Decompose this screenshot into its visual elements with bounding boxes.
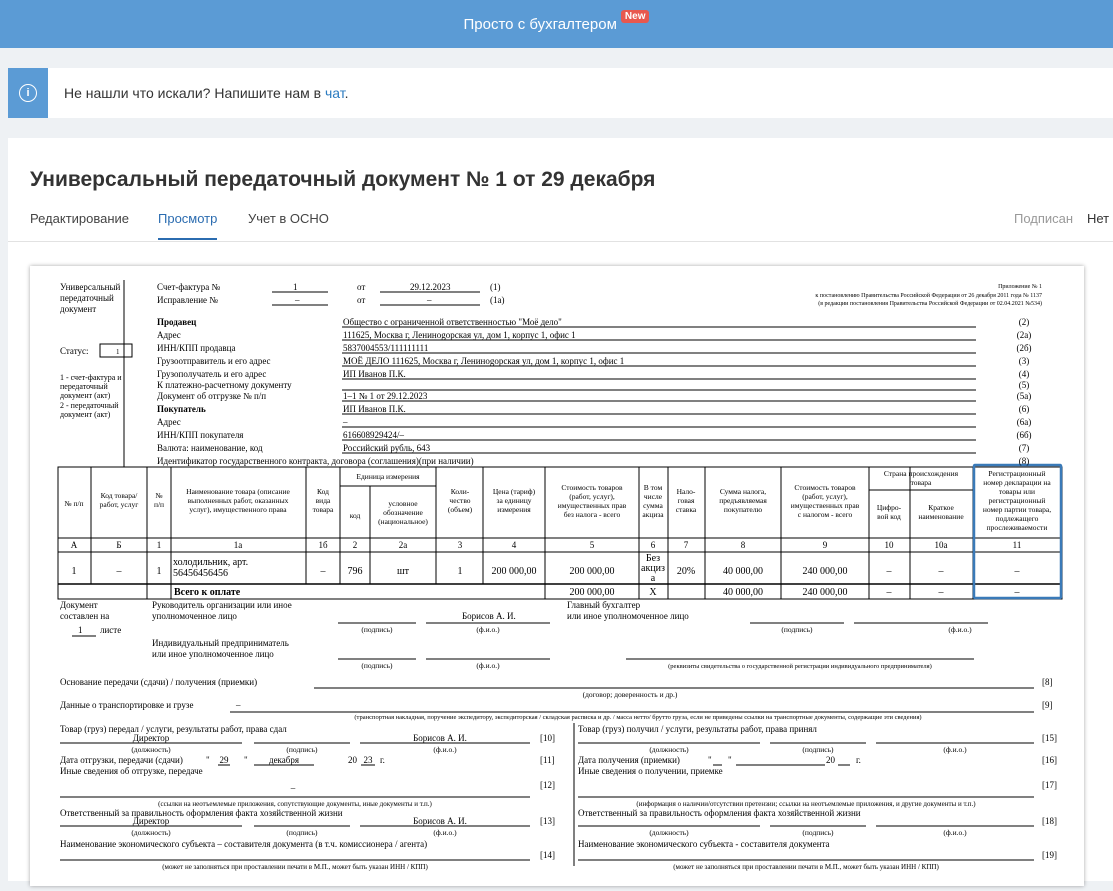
row-label-11: Идентификатор государственного контракта, договора (соглашения)(при наличии): [157, 456, 474, 466]
col-excise-2: числе: [643, 492, 663, 501]
item-unit-name: шт: [396, 566, 410, 577]
row-label-8: Адрес: [157, 417, 181, 427]
ref-17: [17]: [1042, 780, 1057, 790]
resp-get-label: Ответственный за правильность оформления факта хозяйственной жизни: [578, 808, 861, 818]
table-header: [64, 469, 1051, 532]
date-give-label: Дата отгрузки, передачи (сдачи): [60, 755, 183, 765]
totals-sum: 200 000,00: [569, 587, 615, 598]
col-unit-n1: условное: [388, 499, 418, 508]
resp-position: Директор: [132, 816, 170, 826]
svg-text:": ": [244, 755, 248, 765]
row-code-10: (7): [1018, 443, 1030, 453]
item-country-name: –: [938, 566, 944, 577]
row-value-6: 1–1 № 1 от 29.12.2023: [343, 391, 428, 401]
tab-not-signed[interactable]: Нет: [1087, 211, 1110, 226]
row-code-8: (6а): [1016, 417, 1032, 427]
item-kind: –: [320, 566, 326, 577]
gave-position-caption: (должность): [131, 745, 171, 754]
column-numbers: [71, 540, 1022, 550]
col-number-15: 10а: [934, 540, 948, 550]
notice-tail: .: [344, 85, 349, 101]
row-code-0: (2): [1018, 317, 1030, 327]
row-label-1: Адрес: [157, 330, 181, 340]
col-excise-1: В том: [643, 483, 663, 492]
resp-name: Борисов А. И.: [413, 816, 467, 826]
sf-code: (1): [490, 282, 501, 292]
upd-label-2: передаточный: [60, 293, 114, 303]
col-11-3: товары или: [998, 487, 1036, 496]
entity-give-caption: (может не заполняться при проставлении печати в М.П., может быть указан ИНН / КПП): [162, 863, 428, 871]
col-number-14: 10: [884, 540, 894, 550]
row-value-10: Российский рубль, 643: [343, 443, 431, 453]
item-sum: 200 000,00: [569, 566, 615, 577]
new-badge: New: [621, 10, 650, 23]
ref-19: [19]: [1042, 850, 1057, 860]
doc-composed-2: составлен на: [60, 611, 110, 621]
item-excise-3: а: [650, 573, 656, 584]
col-10a-2: наименование: [918, 512, 964, 521]
col-sum-2: (работ, услуг),: [569, 492, 615, 501]
col-11-7: прослеживаемости: [986, 523, 1048, 532]
col-number-1: Б: [116, 540, 122, 550]
col-1b-b: вида: [315, 496, 331, 505]
ref-8: [8]: [1042, 677, 1053, 687]
col-price-1: Цена (тариф): [492, 487, 536, 496]
col-11-4: регистрационный: [988, 496, 1046, 505]
row-code-4: (4): [1018, 369, 1030, 379]
resp-get-position-caption: (должность): [649, 828, 689, 837]
row-label-6: Документ об отгрузке № п/п: [157, 391, 267, 401]
resp-get-fio-caption: (ф.и.о.): [943, 828, 967, 837]
sf-date: 29.12.2023: [410, 282, 451, 292]
svg-text:": ": [206, 755, 210, 765]
col-number-3: 1а: [233, 540, 243, 550]
row-value-3: МОЁ ДЕЛО 111625, Москва г, Ленинogорская ул, дом 1, корпус 1, офис 1: [343, 356, 625, 366]
col-b-2: работ, услуг: [99, 500, 139, 509]
upd-form: [30, 266, 1084, 886]
date-give-g: г.: [380, 755, 385, 765]
row-value-4: ИП Иванов П.К.: [343, 369, 406, 379]
resp-position-caption: (должность): [131, 828, 171, 837]
col-tax-1: Сумма налога,: [719, 487, 767, 496]
status-note-1: 1 - счет-фактура и: [60, 373, 122, 382]
row-value-2: 5837004553/111111111: [343, 343, 429, 353]
row-label-9: ИНН/КПП покупателя: [157, 430, 244, 440]
col-number-4: 1б: [318, 540, 328, 550]
totals-total: 240 000,00: [802, 587, 848, 598]
ip-label-2: или иное уполномоченное лицо: [152, 649, 274, 659]
col-excise-4: акциза: [642, 510, 664, 519]
col-qty-2: чество: [449, 496, 471, 505]
col-10a-1: Краткое: [928, 503, 954, 512]
resp-fio-caption: (ф.и.о.): [433, 828, 457, 837]
item-excise-2: акциз: [641, 563, 665, 574]
header-rows: [157, 317, 1032, 466]
got-label: Товар (груз) получил / услуги, результаты работ, права принял: [578, 724, 817, 734]
col-number-5: 2: [352, 540, 358, 550]
col-unit-code: код: [349, 511, 361, 520]
gave-position: Директор: [132, 733, 170, 743]
row-code-9: (6б): [1016, 430, 1032, 440]
correction-label: Исправление №: [157, 295, 218, 305]
item-name-2: 56456456456: [173, 568, 228, 579]
date-give-month: декабря: [268, 755, 300, 765]
col-number-2: 1: [156, 540, 162, 550]
status-note-3: документ (акт): [60, 391, 111, 400]
tab-osno[interactable]: Учет в ОСНО: [248, 211, 329, 226]
ref-14: [14]: [540, 850, 555, 860]
row-label-3: Грузоотправитель и его адрес: [157, 356, 271, 366]
totals-excise: Х: [649, 587, 657, 598]
head-label-2: уполномоченное лицо: [152, 611, 237, 621]
doc-pages: 1: [78, 625, 83, 635]
col-1a-a: Наименование товара (описание: [186, 487, 290, 496]
notice-message: Не нашли что искали? Напишите нам в: [64, 85, 325, 101]
row-code-5: (5): [1018, 380, 1030, 390]
got-fio-caption: (ф.и.о.): [943, 745, 967, 754]
date-give-year: 23: [363, 755, 373, 765]
resp-give-label: Ответственный за правильность оформления факта хозяйственной жизни: [60, 808, 343, 818]
acc-fio-caption: (ф.и.о.): [948, 625, 972, 634]
status-note-4: 2 - передаточный: [60, 401, 119, 410]
info-icon: i: [19, 84, 37, 102]
col-number-6: 2а: [398, 540, 408, 550]
col-country-2: товара: [910, 478, 932, 487]
col-unit-n2: обозначение: [383, 508, 423, 517]
col-10-1: Цифро-: [876, 503, 902, 512]
col-country-1: Страна происхождения: [883, 469, 959, 478]
banner-title[interactable]: Просто с бухгалтером: [463, 15, 617, 33]
item-excise-1: Без: [645, 553, 661, 564]
item-country-code: –: [886, 566, 892, 577]
item-price: 200 000,00: [491, 566, 537, 577]
col-1-b: п/п: [153, 500, 165, 509]
col-price-3: измерения: [497, 505, 531, 514]
row-code-3: (3): [1018, 356, 1030, 366]
correction-date: –: [427, 295, 432, 305]
row-label-0: Продавец: [157, 317, 197, 327]
gave-sign-caption: (подпись): [286, 745, 318, 754]
item-reg-no: –: [1014, 566, 1020, 577]
ref-16: [16]: [1042, 755, 1057, 765]
entity-get-label: Наименование экономического субъекта - составителя документа: [578, 839, 830, 849]
ip-sign-caption: (подпись): [361, 661, 393, 670]
other-give-value: –: [290, 783, 296, 793]
col-number-13: 9: [822, 540, 828, 550]
head-label-1: Руководитель организации или иное: [152, 600, 292, 610]
col-number-7: 3: [457, 540, 463, 550]
svg-text:": ": [728, 755, 732, 765]
ip-label-1: Индивидуальный предприниматель: [152, 638, 289, 648]
col-b-1: Код товара/: [100, 491, 138, 500]
col-sum-3: имущественных прав: [557, 501, 627, 510]
correction-code: (1а): [490, 295, 505, 305]
active-tab-indicator: [158, 238, 217, 240]
totals-country-code: –: [886, 587, 892, 598]
col-1b-a: Код: [317, 487, 329, 496]
col-unit-n3: (национальное): [378, 517, 428, 526]
head-sign-caption: (подпись): [361, 625, 393, 634]
other-give-label: Иные сведения об отгрузке, передаче: [60, 766, 203, 776]
item-n: 1: [156, 566, 162, 577]
ref-12: [12]: [540, 780, 555, 790]
head-fio-caption: (ф.и.о.): [476, 625, 500, 634]
col-1a-c: услуг), имущественного права: [189, 505, 287, 514]
gave-name: Борисов А. И.: [413, 733, 467, 743]
col-qty-1: Коли-: [450, 487, 470, 496]
row-code-2: (2б): [1016, 343, 1032, 353]
item-rate: 20%: [676, 566, 696, 577]
status-note-5: документ (акт): [60, 410, 111, 419]
item-qty: 1: [457, 566, 463, 577]
entity-give-label: Наименование экономического субъекта – составителя документа (в т.ч. комиссионера / агента): [60, 839, 428, 849]
row-code-11: (8): [1018, 456, 1030, 466]
notice-text: [64, 85, 349, 101]
col-number-12: 8: [740, 540, 746, 550]
col-total-3: имущественных прав: [790, 501, 860, 510]
col-qty-3: (объем): [447, 505, 473, 514]
col-1a-b: выполненных работ, оказанных: [187, 496, 289, 505]
col-11-2: номер декларации на: [983, 478, 1051, 487]
page-title: Универсальный передаточный документ № 1 от 29 декабря: [30, 168, 656, 191]
ip-registration-caption: (реквизиты свидетельства о государственной регистрации индивидуального предпринимателя): [668, 663, 932, 670]
resp-sign-caption: (подпись): [286, 828, 318, 837]
col-tax-2: предъявляемая: [719, 496, 767, 505]
ref-18: [18]: [1042, 816, 1057, 826]
acc-sign-caption: (подпись): [781, 625, 813, 634]
totals-label: Всего к оплате: [174, 587, 241, 598]
date-get-g: г.: [856, 755, 861, 765]
accountant-label-1: Главный бухгалтер: [567, 600, 641, 610]
row-value-1: 111625, Москва г, Ленинogорская ул, дом 1, корпус 1, офис 1: [343, 330, 576, 340]
col-excise-3: сумма: [643, 501, 663, 510]
basis-caption: (договор; доверенность и др.): [582, 690, 678, 699]
chat-link[interactable]: чат: [324, 85, 345, 101]
date-give-year-prefix: 20: [348, 755, 357, 765]
row-code-6: (5а): [1016, 391, 1032, 401]
tab-view[interactable]: Просмотр: [158, 211, 218, 226]
notice-icon-bar: [8, 68, 48, 118]
entity-get-caption: (может не заполняться при проставлении печати в М.П., может быть указан ИНН / КПП): [673, 863, 939, 871]
correction-number: –: [295, 295, 300, 305]
item-name-1: холодильник, арт.: [173, 557, 249, 568]
col-total-1: Стоимость товаров: [794, 483, 856, 492]
col-total-2: (работ, услуг),: [802, 492, 848, 501]
col-number-11: 7: [683, 540, 689, 550]
upd-label-3: документ: [60, 304, 97, 314]
document-card: [8, 138, 1113, 881]
status-note-2: передаточный: [60, 382, 108, 391]
ref-9: [9]: [1042, 700, 1053, 710]
item-tax: 40 000,00: [723, 566, 763, 577]
ref-13: [13]: [540, 816, 555, 826]
other-get-label: Иные сведения о получении, приемке: [578, 766, 723, 776]
other-get-caption: (информация о наличии/отсутствии претензии; ссылки на неотъемлемые приложения, и другие документы и т.п.): [636, 800, 976, 808]
col-number-9: 5: [589, 540, 595, 550]
row-label-4: Грузополучатель и его адрес: [157, 369, 267, 379]
row-value-8: –: [343, 417, 348, 427]
gave-fio-caption: (ф.и.о.): [433, 745, 457, 754]
col-1-a: №: [155, 491, 163, 500]
row-code-1: (2а): [1016, 330, 1032, 340]
appendix-1: Приложение № 1: [998, 284, 1042, 290]
transfer-block: [60, 677, 1057, 871]
sf-ot: от: [357, 282, 366, 292]
item-unit-code: 796: [347, 566, 363, 577]
doc-sheets: листе: [100, 625, 122, 635]
col-1b-c: товара: [312, 505, 334, 514]
col-total-4: с налогом - всего: [797, 510, 853, 519]
col-number-10: 6: [650, 540, 656, 550]
got-position-caption: (должность): [649, 745, 689, 754]
table-row: [72, 553, 1021, 584]
item-code: –: [116, 566, 122, 577]
got-sign-caption: (подпись): [802, 745, 834, 754]
appendix-3: (в редакции постановления Правительства Российской Федерации от 02.04.2021 №534): [818, 301, 1042, 307]
svg-text:": ": [708, 755, 712, 765]
transport-value: –: [236, 700, 241, 710]
ref-15: [15]: [1042, 733, 1057, 743]
row-label-7: Покупатель: [157, 404, 206, 414]
col-rate-3: ставка: [675, 505, 697, 514]
col-no: № п/п: [64, 499, 84, 508]
ip-fio-caption: (ф.и.о.): [476, 661, 500, 670]
col-rate-1: Нало-: [676, 487, 696, 496]
row-label-2: ИНН/КПП продавца: [157, 343, 236, 353]
col-11-5: номер партии товара,: [982, 505, 1052, 514]
col-sum-4: без налога - всего: [563, 510, 621, 519]
help-notice: [8, 68, 1113, 118]
col-11-6: подлежащего: [995, 514, 1039, 523]
row-label-10: Валюта: наименование, код: [157, 443, 263, 453]
tab-edit[interactable]: Редактирование: [30, 211, 130, 226]
sf-number: 1: [293, 282, 298, 292]
totals-country-name: –: [938, 587, 944, 598]
totals-reg-no: –: [1014, 587, 1020, 598]
col-unit: Единица измерения: [356, 472, 420, 481]
date-give-day: 29: [219, 755, 229, 765]
upd-preview: [30, 266, 1084, 886]
col-number-8: 4: [511, 540, 517, 550]
row-value-7: ИП Иванов П.К.: [343, 404, 406, 414]
tabs-divider: [8, 241, 1113, 242]
col-10-2: вой код: [877, 512, 901, 521]
col-number-16: 11: [1012, 540, 1022, 550]
col-tax-3: покупателю: [723, 505, 763, 514]
row-value-9: 616608929424/–: [343, 430, 405, 440]
col-11-1: Регистрационный: [988, 469, 1046, 478]
gave-label: Товар (груз) передал / услуги, результаты работ, права сдал: [60, 724, 287, 734]
col-sum-1: Стоимость товаров: [561, 483, 623, 492]
ref-11: [11]: [540, 755, 555, 765]
col-rate-2: говая: [677, 496, 695, 505]
correction-ot: от: [357, 295, 366, 305]
upd-label-1: Универсальный: [60, 282, 121, 292]
accountant-label-2: или иное уполномоченное лицо: [567, 611, 689, 621]
tab-signed[interactable]: Подписан: [1014, 211, 1074, 226]
head-name: Борисов А. И.: [462, 611, 516, 621]
status-label: Статус:: [60, 346, 89, 356]
row-code-7: (6): [1018, 404, 1030, 414]
totals-row: [174, 587, 1021, 598]
date-get-year-prefix: 20: [826, 755, 835, 765]
other-give-caption: (ссылки на неотъемлемые приложения, сопутствующие документы, иные документы и т.п.): [158, 800, 432, 808]
status-value: 1: [116, 348, 120, 356]
basis-label: Основание передачи (сдачи) / получения (приемки): [60, 677, 258, 687]
transport-label: Данные о транспортировке и грузе: [60, 700, 194, 710]
item-no: 1: [71, 566, 77, 577]
item-total: 240 000,00: [802, 566, 848, 577]
date-get-label: Дата получения (приемки): [578, 755, 680, 765]
transport-caption: (транспортная накладная, поручение экспедитору, экспедиторская / складская расписка и др. / масса нетто/ брутто груза, если не приведены ссылки на транспортные документы, содержащие эти сведения): [354, 714, 922, 721]
row-value-0: Общество с ограниченной ответственностью "Моё дело": [343, 317, 562, 327]
ref-10: [10]: [540, 733, 555, 743]
col-price-2: за единицу: [496, 496, 532, 505]
resp-get-sign-caption: (подпись): [802, 828, 834, 837]
appendix-2: к постановлению Правительства Российской Федерации от 26 декабря 2011 года № 1137: [815, 293, 1042, 299]
col-number-0: А: [70, 540, 78, 550]
row-label-5: К платежно-расчетному документу: [157, 380, 292, 390]
totals-tax: 40 000,00: [723, 587, 763, 598]
sf-label: Счет-фактура №: [157, 282, 221, 292]
top-banner: [0, 0, 1113, 48]
doc-composed-1: Документ: [60, 600, 98, 610]
